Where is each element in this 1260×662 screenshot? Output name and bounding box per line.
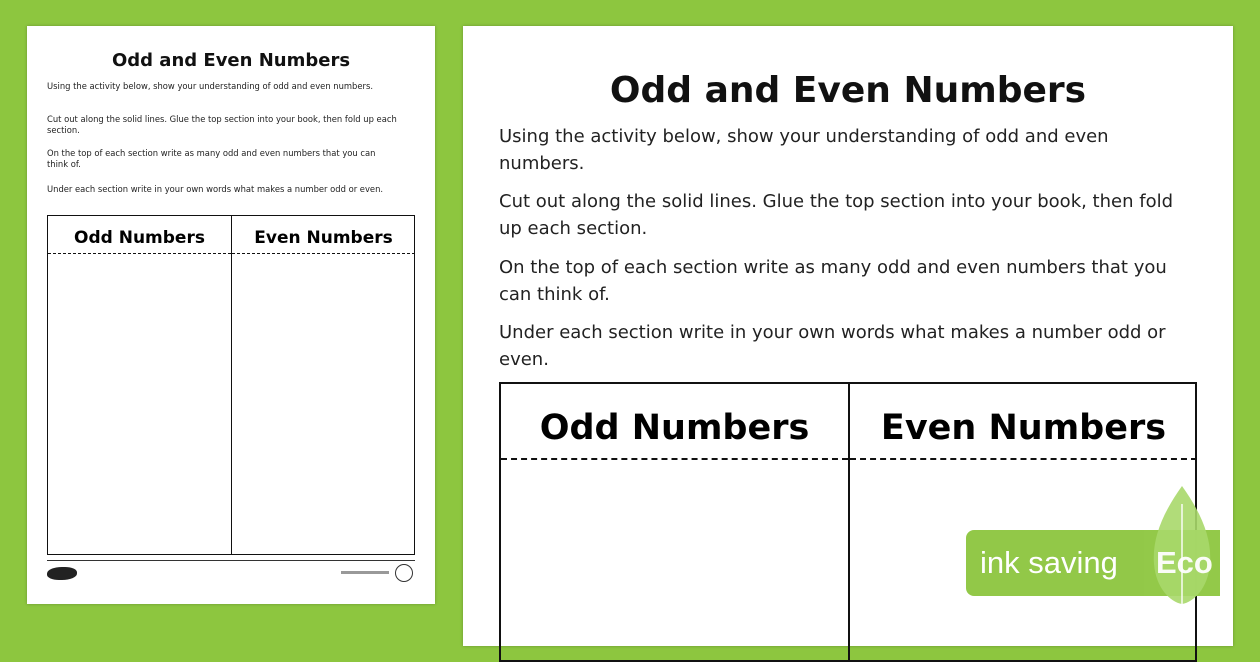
thumbnail-instruction-3: On the top of each section write as many odd and even numbers that you can think of. [47, 148, 376, 169]
numbers-table [499, 382, 1197, 662]
thumbnail-even-header: Even Numbers [232, 216, 415, 254]
worksheet-thumbnail[interactable] [27, 26, 435, 604]
thumbnail-instruction-1: Using the activity below, show your understanding of odd and even numbers. [47, 81, 373, 91]
even-numbers-header: Even Numbers [850, 384, 1197, 460]
instruction-1: Using the activity below, show your understanding of odd and even numbers. [499, 126, 1109, 174]
thumbnail-odd-column [48, 216, 231, 554]
ink-saving-label: ink saving [980, 545, 1118, 580]
instruction-2: Cut out along the solid lines. Glue the top section into your book, then fold up each section. [499, 191, 1174, 239]
publisher-logo-icon [47, 567, 77, 580]
eco-label-wrap [966, 530, 1220, 596]
page-title: Odd and Even Numbers [609, 70, 1087, 111]
odd-numbers-header: Odd Numbers [501, 384, 848, 460]
thumbnail-instruction-4: Under each section write in your own words what makes a number odd or even. [47, 184, 384, 194]
thumbnail-even-column [231, 216, 415, 554]
thumbnail-instruction-2: Cut out along the solid lines. Glue the top section into your book, then fold up each section. [47, 114, 397, 135]
thumbnail-table [47, 215, 415, 555]
even-numbers-column [848, 384, 1197, 660]
odd-numbers-column [501, 384, 848, 660]
eco-label: Eco [1156, 545, 1213, 580]
instruction-3: On the top of each section write as many odd and even numbers that you can think of. [499, 257, 1167, 305]
instruction-4: Under each section write in your own words what makes a number odd or even. [499, 322, 1166, 370]
thumbnail-odd-header: Odd Numbers [48, 216, 231, 254]
footer-url-mark [341, 571, 389, 574]
thumbnail-footer-divider [47, 560, 415, 561]
footer-badge-icon [395, 564, 413, 582]
thumbnail-title: Odd and Even Numbers [111, 50, 351, 71]
